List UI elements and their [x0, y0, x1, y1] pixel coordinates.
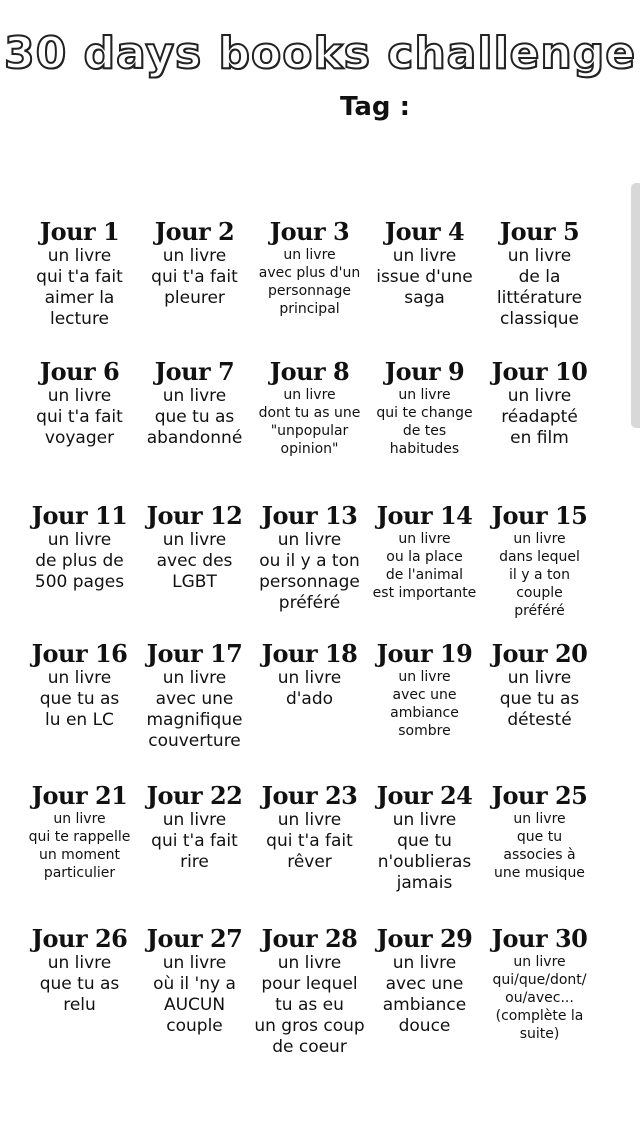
day-label: Jour 20	[491, 639, 588, 668]
day-label: Jour 22	[146, 781, 243, 810]
day-label: Jour 23	[261, 781, 358, 810]
day-prompt: un livre ou la place de l'animal est importante	[372, 531, 477, 601]
day-label: Jour 12	[146, 501, 243, 530]
day-prompt: un livre avec plus d'un personnage principal	[258, 247, 361, 317]
day-cell-21	[22, 782, 137, 894]
day-prompt: un livre dont tu as une "unpopular opinion"	[258, 387, 361, 457]
day-cell-2	[137, 218, 252, 330]
day-cell-25	[482, 782, 597, 894]
day-cell-18	[252, 640, 367, 752]
day-prompt: un livre que tu as abandonné	[146, 386, 243, 448]
day-cell-29	[367, 925, 482, 1058]
day-cell-26	[22, 925, 137, 1058]
day-cell-11	[22, 502, 137, 620]
day-cell-1	[22, 218, 137, 330]
day-cell-22	[137, 782, 252, 894]
day-cell-10	[482, 358, 597, 458]
day-label: Jour 8	[269, 357, 350, 386]
day-cell-9	[367, 358, 482, 458]
day-label: Jour 27	[146, 924, 243, 953]
day-prompt: un livre qui t'a fait aimer la lecture	[36, 246, 123, 329]
day-label: Jour 28	[261, 924, 358, 953]
day-cell-14	[367, 502, 482, 620]
day-prompt: un livre d'ado	[277, 668, 342, 709]
day-prompt: un livre qui te change de tes habitudes	[376, 387, 473, 457]
day-prompt: un livre de la littérature classique	[496, 246, 583, 329]
challenge-row	[0, 925, 631, 1058]
day-label: Jour 26	[31, 924, 128, 953]
day-prompt: un livre avec des LGBT	[156, 530, 233, 592]
day-prompt: un livre qui/que/dont/ ou/avec... (complète la suite)	[492, 954, 587, 1042]
day-label: Jour 16	[31, 639, 128, 668]
day-label: Jour 1	[39, 217, 120, 246]
day-cell-27	[137, 925, 252, 1058]
day-prompt: un livre que tu associes à une musique	[494, 811, 585, 881]
day-cell-8	[252, 358, 367, 458]
day-label: Jour 5	[499, 217, 580, 246]
day-prompt: un livre qui te rappelle un moment particulier	[28, 811, 131, 881]
day-prompt: un livre que tu as relu	[39, 953, 120, 1015]
day-label: Jour 10	[491, 357, 588, 386]
day-cell-5	[482, 218, 597, 330]
day-prompt: un livre où il 'ny a AUCUN couple	[153, 953, 236, 1036]
day-label: Jour 3	[269, 217, 350, 246]
day-prompt: un livre qui t'a fait pleurer	[151, 246, 238, 308]
day-cell-16	[22, 640, 137, 752]
day-label: Jour 13	[261, 501, 358, 530]
day-label: Jour 24	[376, 781, 473, 810]
day-cell-4	[367, 218, 482, 330]
day-label: Jour 18	[261, 639, 358, 668]
day-cell-20	[482, 640, 597, 752]
day-label: Jour 4	[384, 217, 465, 246]
day-label: Jour 14	[376, 501, 473, 530]
day-prompt: un livre que tu n'oublieras jamais	[377, 810, 472, 893]
day-label: Jour 11	[31, 501, 128, 530]
day-prompt: un livre dans lequel il y a ton couple préféré	[499, 531, 580, 619]
day-label: Jour 21	[31, 781, 128, 810]
day-label: Jour 6	[39, 357, 120, 386]
day-label: Jour 2	[154, 217, 235, 246]
day-prompt: un livre que tu as détesté	[499, 668, 580, 730]
day-label: Jour 30	[491, 924, 588, 953]
day-cell-19	[367, 640, 482, 752]
day-prompt: un livre qui t'a fait rire	[151, 810, 238, 872]
day-prompt: un livre réadapté en film	[501, 386, 578, 448]
day-cell-24	[367, 782, 482, 894]
tag-label: Tag :	[340, 92, 410, 122]
day-prompt: un livre de plus de 500 pages	[34, 530, 125, 592]
challenge-row	[0, 358, 631, 458]
day-cell-30	[482, 925, 597, 1058]
day-label: Jour 9	[384, 357, 465, 386]
day-prompt: un livre qui t'a fait rêver	[266, 810, 353, 872]
day-label: Jour 7	[154, 357, 235, 386]
day-prompt: un livre avec une ambiance douce	[382, 953, 467, 1036]
day-prompt: un livre issue d'une saga	[376, 246, 473, 308]
day-label: Jour 19	[376, 639, 473, 668]
day-label: Jour 15	[491, 501, 588, 530]
day-prompt: un livre ou il y a ton personnage préféré	[259, 530, 360, 613]
day-label: Jour 29	[376, 924, 473, 953]
day-cell-3	[252, 218, 367, 330]
challenge-row	[0, 640, 631, 752]
page-title: 30 days books challenge	[3, 28, 637, 79]
challenge-row	[0, 782, 631, 894]
day-prompt: un livre pour lequel tu as eu un gros coup de coeur	[254, 953, 365, 1057]
day-cell-12	[137, 502, 252, 620]
day-prompt: un livre qui t'a fait voyager	[36, 386, 123, 448]
day-cell-15	[482, 502, 597, 620]
challenge-row	[0, 502, 631, 620]
scrollbar[interactable]	[631, 183, 640, 428]
day-cell-13	[252, 502, 367, 620]
day-label: Jour 17	[146, 639, 243, 668]
day-prompt: un livre avec une ambiance sombre	[390, 669, 459, 739]
day-cell-7	[137, 358, 252, 458]
day-prompt: un livre avec une magnifique couverture	[146, 668, 243, 751]
day-cell-28	[252, 925, 367, 1058]
day-prompt: un livre que tu as lu en LC	[39, 668, 120, 730]
challenge-row	[0, 218, 631, 330]
day-cell-17	[137, 640, 252, 752]
day-cell-6	[22, 358, 137, 458]
day-label: Jour 25	[491, 781, 588, 810]
day-cell-23	[252, 782, 367, 894]
